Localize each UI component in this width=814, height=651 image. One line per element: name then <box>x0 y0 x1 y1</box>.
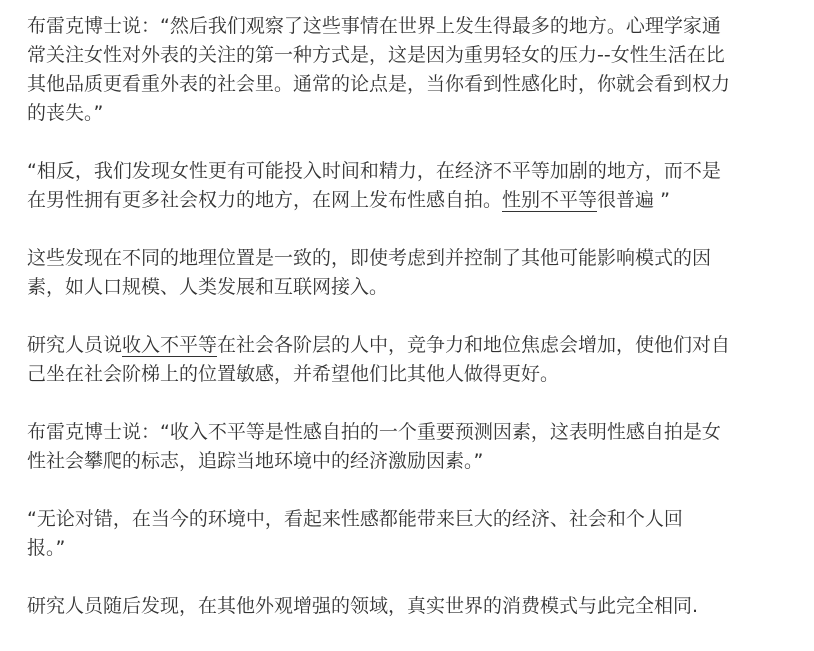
text-line: 布雷克博士说：“收入不平等是性感自拍的一个重要预测因素，这表明性感自拍是女 <box>27 421 721 443</box>
text-segment: 很普遍 ” <box>597 189 670 211</box>
text-line: 报。” <box>27 537 66 559</box>
paragraph-1 <box>27 12 774 128</box>
text-line: 这些发现在不同的地理位置是一致的，即使考虑到并控制了其他可能影响模式的因 <box>27 247 712 269</box>
text-line: 研究人员随后发现，在其他外观增强的领域，真实世界的消费模式与此完全相同. <box>27 595 699 617</box>
text-line: 的丧失。” <box>27 102 104 124</box>
text-line: “相反，我们发现女性更有可能投入时间和精力，在经济不平等加剧的地方，而不是 <box>27 160 721 182</box>
paragraph-5 <box>27 418 774 476</box>
text-line: 性社会攀爬的标志，追踪当地环境中的经济激励因素。” <box>27 450 484 472</box>
text-line: 素，如人口规模、人类发展和互联网接入。 <box>27 276 389 298</box>
text-segment: 研究人员说 <box>27 334 123 356</box>
paragraph-7 <box>27 592 774 621</box>
income-inequality-link[interactable]: 收入不平等 <box>122 334 218 356</box>
paragraph-3 <box>27 244 774 302</box>
text-line <box>27 331 774 360</box>
paragraph-4 <box>27 331 774 389</box>
text-line: 己坐在社会阶梯上的位置敏感，并希望他们比其他人做得更好。 <box>27 363 560 385</box>
paragraph-2 <box>27 157 774 215</box>
text-line: “无论对错，在当今的环境中，看起来性感都能带来巨大的经济、社会和个人回 <box>27 508 683 530</box>
text-line: 常关注女性对外表的关注的第一种方式是，这是因为重男轻女的压力--女性生活在比 <box>27 44 725 66</box>
paragraph-6 <box>27 505 774 563</box>
gender-inequality-link[interactable]: 性别不平等 <box>502 189 598 211</box>
text-segment: 在男性拥有更多社会权力的地方，在网上发布性感自拍。 <box>27 189 503 211</box>
text-line: 布雷克博士说：“然后我们观察了这些事情在世界上发生得最多的地方。心理学家通 <box>27 15 721 37</box>
text-line: 其他品质更看重外表的社会里。通常的论点是，当你看到性感化时，你就会看到权力 <box>27 73 731 95</box>
text-segment: 在社会各阶层的人中，竞争力和地位焦虑会增加，使他们对自 <box>217 334 731 356</box>
text-line <box>27 186 774 215</box>
